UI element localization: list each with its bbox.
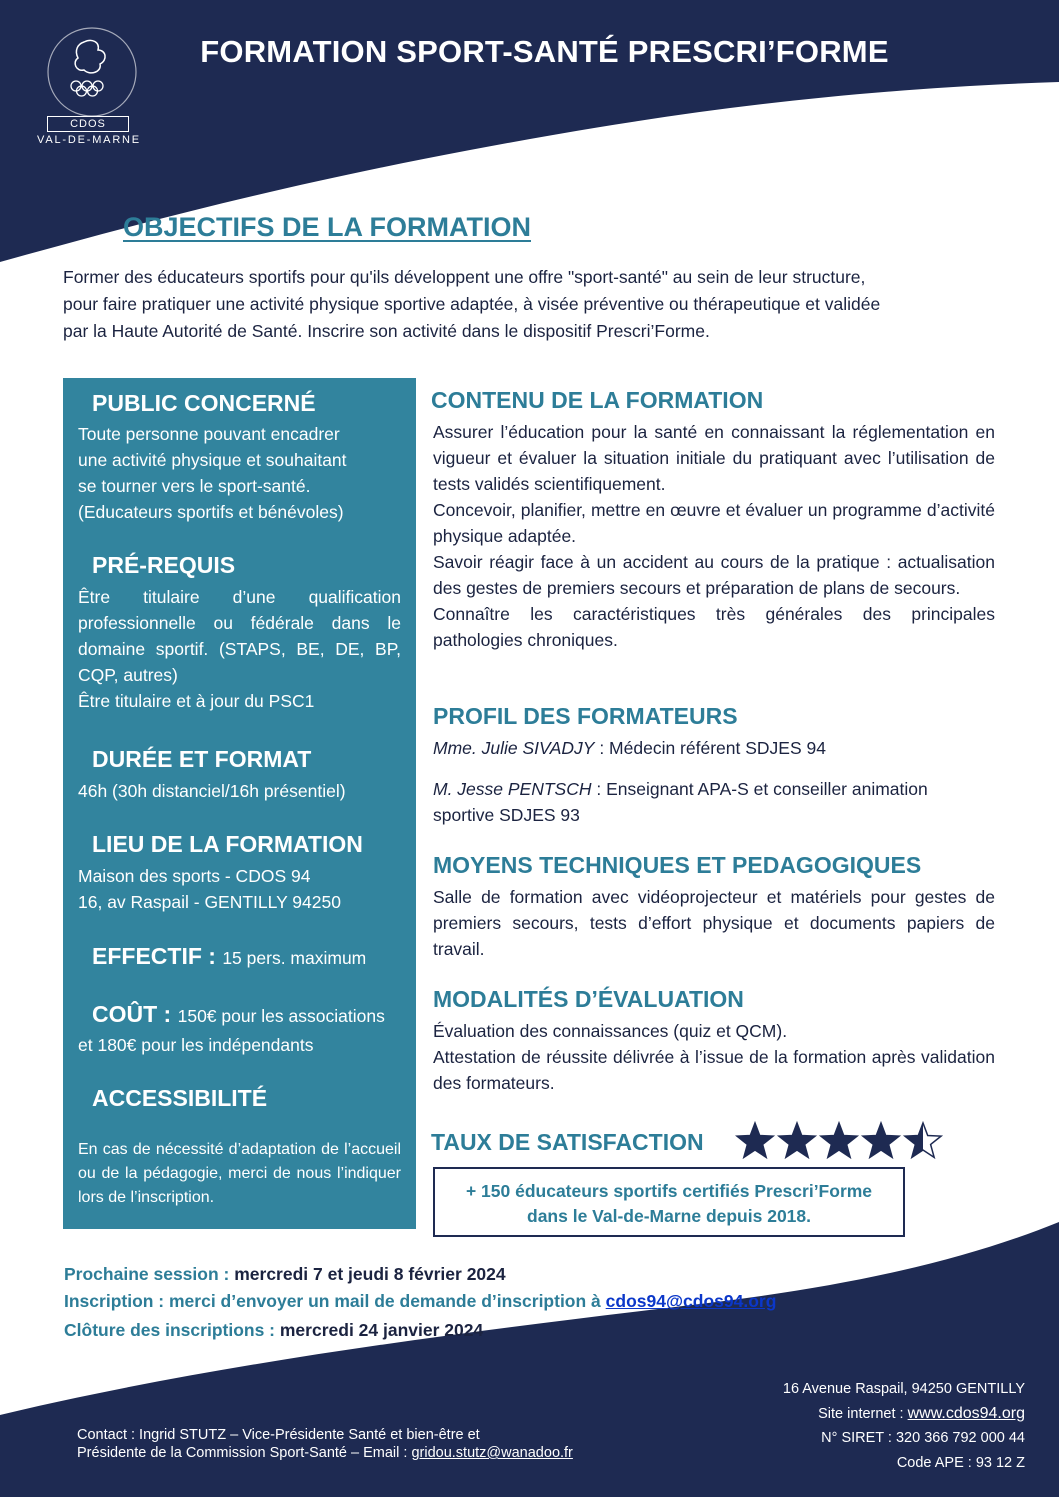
duree-heading: DURÉE ET FORMAT (92, 746, 312, 772)
siret-line: N° SIRET : 320 366 792 000 44 (821, 1430, 1025, 1446)
objectives-line: Former des éducateurs sportifs pour qu'ils développent une offre "sport-santé" au sein de leur structure, (63, 267, 866, 287)
public-heading: PUBLIC CONCERNÉ (92, 390, 316, 416)
moyens-text: Salle de formation avec vidéoprojecteur et matériels pour gestes de premiers secours, tests d’effort physique et documents papiers de travail. (433, 887, 995, 959)
inscription-line (64, 1291, 776, 1312)
lieu-line: 16, av Raspail - GENTILLY 94250 (78, 892, 341, 912)
inscription-email-link[interactable]: cdos94@cdos94.org (605, 1291, 777, 1311)
effectif-row (92, 943, 366, 970)
duree-text: 46h (30h distanciel/16h présentiel) (78, 781, 346, 801)
address-line: 16 Avenue Raspail, 94250 GENTILLY (782, 1381, 1025, 1397)
public-line: se tourner vers le sport-santé. (78, 476, 311, 496)
cloture-line (64, 1320, 483, 1340)
lieu-heading: LIEU DE LA FORMATION (92, 831, 363, 857)
effectif-value: 15 pers. maximum (222, 948, 367, 968)
certified-count-box (433, 1167, 905, 1237)
site-label: Site internet : (818, 1405, 904, 1422)
satisfaction-rating (735, 1120, 947, 1162)
site-line (783, 1402, 1025, 1427)
contenu-paragraph: Concevoir, planifier, mettre en œuvre et évaluer un programme d’activité physique adaptée. (433, 500, 995, 546)
rating-star (821, 1123, 857, 1157)
effectif-label: EFFECTIF : (92, 943, 216, 969)
public-line: (Educateurs sportifs et bénévoles) (78, 502, 344, 522)
prereq-psc1: Être titulaire et à jour du PSC1 (78, 691, 315, 711)
cout-label: COÛT : (92, 1001, 172, 1027)
cloture-value: mercredi 24 janvier 2024 (279, 1320, 484, 1340)
access-text: En cas de nécessité d’adaptation de l’accueil ou de la pédagogie, merci de nous l’indiquer lors de l’inscription. (78, 1141, 401, 1206)
contact-prefix: Présidente de la Commission Sport-Santé – Email : (77, 1445, 408, 1461)
lieu-line: Maison des sports - CDOS 94 (78, 866, 311, 886)
ape-line: Code APE : 93 12 Z (896, 1454, 1025, 1471)
document-title: FORMATION SPORT-SANTÉ PRESCRI’FORME (200, 34, 889, 69)
formateur-role: : Médecin référent SDJES 94 (594, 738, 826, 758)
cout-value: 150€ pour les associations (177, 1006, 385, 1026)
access-heading: ACCESSIBILITÉ (92, 1085, 268, 1111)
rating-star (737, 1123, 773, 1157)
lieu-text (78, 863, 401, 915)
public-line: une activité physique et souhaitant (78, 450, 347, 470)
footer-address (783, 1377, 1025, 1475)
footer-contact (77, 1426, 573, 1462)
objectives-text (63, 264, 1008, 345)
rating-star (863, 1123, 899, 1157)
profil-formateur-1 (433, 735, 995, 761)
session-label: Prochaine session : (64, 1264, 230, 1284)
objectives-line: par la Haute Autorité de Santé. Inscrire son activité dans le dispositif Prescri’Forme. (63, 321, 710, 341)
formateur-role: : Enseignant APA-S et conseiller animation sportive SDJES 93 (433, 779, 928, 825)
prereq-heading: PRÉ-REQUIS (92, 552, 236, 578)
logo-cdos-label: CDOS (47, 116, 129, 132)
site-link[interactable]: www.cdos94.org (907, 1404, 1025, 1422)
contenu-text (433, 419, 995, 653)
contact-line (77, 1444, 573, 1462)
modalites-paragraph: Attestation de réussite délivrée à l’issue de la formation après validation des formateurs. (433, 1047, 995, 1093)
info-sidebar (63, 378, 416, 1229)
contenu-paragraph: Connaître les caractéristiques très générales des principales pathologies chroniques. (433, 604, 995, 650)
contact-email-link[interactable]: gridou.stutz@wanadoo.fr (411, 1445, 573, 1461)
modalites-heading: MODALITÉS D’ÉVALUATION (433, 986, 744, 1012)
session-value: mercredi 7 et jeudi 8 février 2024 (234, 1264, 506, 1284)
prereq-text: Être titulaire d’une qualification professionnelle ou fédérale dans le domaine sportif. (STAPS, BE, DE, BP, CQP, autres) (78, 587, 401, 685)
modalites-text (433, 1018, 995, 1096)
public-text (78, 421, 401, 525)
contenu-heading: CONTENU DE LA FORMATION (431, 387, 764, 413)
modalites-paragraph: Évaluation des connaissances (quiz et QCM). (433, 1021, 788, 1041)
public-line: Toute personne pouvant encadrer (78, 424, 340, 444)
profil-formateur-2 (433, 776, 978, 828)
cloture-label: Clôture des inscriptions : (64, 1320, 275, 1340)
certified-line: + 150 éducateurs sportifs certifiés Prescri’Forme (465, 1181, 873, 1201)
rating-star (779, 1123, 815, 1157)
objectives-line: pour faire pratiquer une activité physique sportive adaptée, à visée préventive ou thérapeutique et validée (63, 294, 881, 314)
logo-region-label: VAL-DE-MARNE (37, 134, 141, 146)
moyens-heading: MOYENS TECHNIQUES ET PEDAGOGIQUES (433, 852, 922, 878)
profil-heading: PROFIL DES FORMATEURS (433, 703, 738, 729)
session-line (64, 1264, 506, 1285)
contenu-paragraph: Assurer l’éducation pour la santé en connaissant la réglementation en vigueur et évaluer la situation initiale du pratiquant avec l’utilisation de tests validés scientifiquement. (433, 422, 995, 494)
objectives-heading: OBJECTIFS DE LA FORMATION (123, 212, 531, 242)
contenu-paragraph: Savoir réagir face à un accident au cours de la pratique : actualisation des gestes de premiers secours et préparation de plans de secours. (433, 552, 995, 598)
inscription-label: Inscription : merci d’envoyer un mail de demande d’inscription à (64, 1291, 601, 1311)
cout-row (92, 1001, 385, 1028)
satisfaction-heading: TAUX DE SATISFACTION (431, 1129, 704, 1155)
formateur-name: M. Jesse PENTSCH (433, 779, 592, 799)
certified-line: dans le Val-de-Marne depuis 2018. (527, 1206, 811, 1226)
cout-value-line2: et 180€ pour les indépendants (78, 1035, 314, 1055)
formateur-name: Mme. Julie SIVADJY (433, 738, 595, 758)
contact-line: Contact : Ingrid STUTZ – Vice-Présidente Santé et bien-être et (77, 1427, 480, 1443)
